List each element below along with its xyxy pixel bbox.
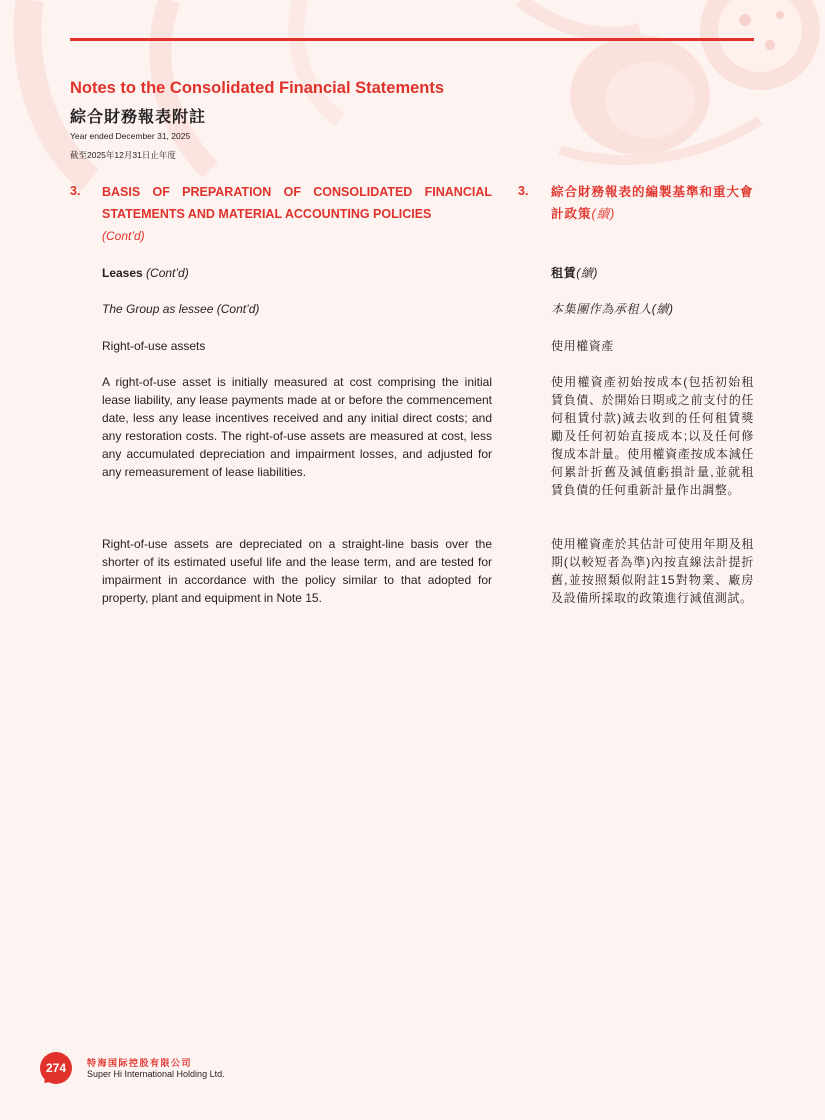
leases-label-zh: 租賃 — [551, 266, 577, 280]
section-heading-zh — [551, 181, 761, 225]
section-heading-en — [102, 181, 492, 247]
section-number-en: 3. — [70, 184, 81, 198]
paragraph-2-en: Right-of-use assets are depreciated on a straight-line basis over the shorter of its estimated useful life and the lease term, and are tested for impairment in accordance with the policy similar to that adopted for property, plant and equipment in Note 15. — [102, 537, 492, 605]
period-zh: 截至2025年12月31日止年度 — [70, 150, 176, 160]
header-rule — [70, 38, 754, 41]
section-heading-zh-text: 綜合財務報表的編製基準和重大會計政策 — [551, 185, 754, 221]
leases-contd-en: (Cont’d) — [146, 266, 189, 280]
section-heading-en-contd: (Cont’d) — [102, 229, 145, 243]
page-title-en: Notes to the Consolidated Financial Statements — [70, 79, 445, 97]
leases-heading-zh — [551, 264, 754, 282]
section-heading-zh-contd: (續) — [591, 207, 616, 221]
period-en: Year ended December 31, 2025 — [70, 131, 191, 141]
rou-heading-zh: 使用權資產 — [551, 339, 615, 353]
company-name-en: Super Hi International Holding Ltd. — [87, 1069, 225, 1079]
paragraph-1-en: A right-of-use asset is initially measured at cost comprising the initial lease liability, any lease payments made at or before the commencement date, less any lease incentives received and any initial direct costs; and any restoration costs. The right-of-use assets are measured at cost, less any accumulated depreciation and impairment losses, and adjusted for any remeasurement of lease liabilities. — [102, 375, 492, 479]
leases-contd-zh: (續) — [576, 266, 598, 280]
lessee-heading-en: The Group as lessee (Cont’d) — [102, 302, 260, 316]
paragraph-1-zh: 使用權資產初始按成本(包括初始租賃負債、於開始日期或之前支付的任何租賃付款)減去收到的任何租賃獎勵及任何初始直接成本;以及任何修復成本計量。使用權資產按成本減任何累計折舊及減值虧損計量,並就租賃負債的任何重新計量作出調整。 — [551, 375, 754, 497]
section-heading-en-line2: STATEMENTS AND MATERIAL ACCOUNTING POLICIES — [102, 207, 432, 221]
company-name-zh: 特海国际控股有限公司 — [87, 1058, 193, 1068]
rou-heading-en: Right-of-use assets — [102, 339, 206, 353]
section-heading-en-line1: BASIS OF PREPARATION OF CONSOLIDATED FINANCIAL — [102, 185, 492, 199]
section-number-zh: 3. — [518, 184, 529, 198]
leases-heading-en — [102, 264, 492, 282]
page-title-zh: 綜合財務報表附註 — [70, 109, 207, 126]
paragraph-2-zh: 使用權資產於其估計可使用年期及租期(以較短者為準)內按直線法計提折舊,並按照類似附註15對物業、廠房及設備所採取的政策進行減值測試。 — [551, 537, 754, 605]
page-number: 274 — [40, 1052, 72, 1084]
leases-label-en: Leases — [102, 266, 143, 280]
lessee-heading-zh: 本集團作為承租人(續) — [551, 302, 674, 316]
